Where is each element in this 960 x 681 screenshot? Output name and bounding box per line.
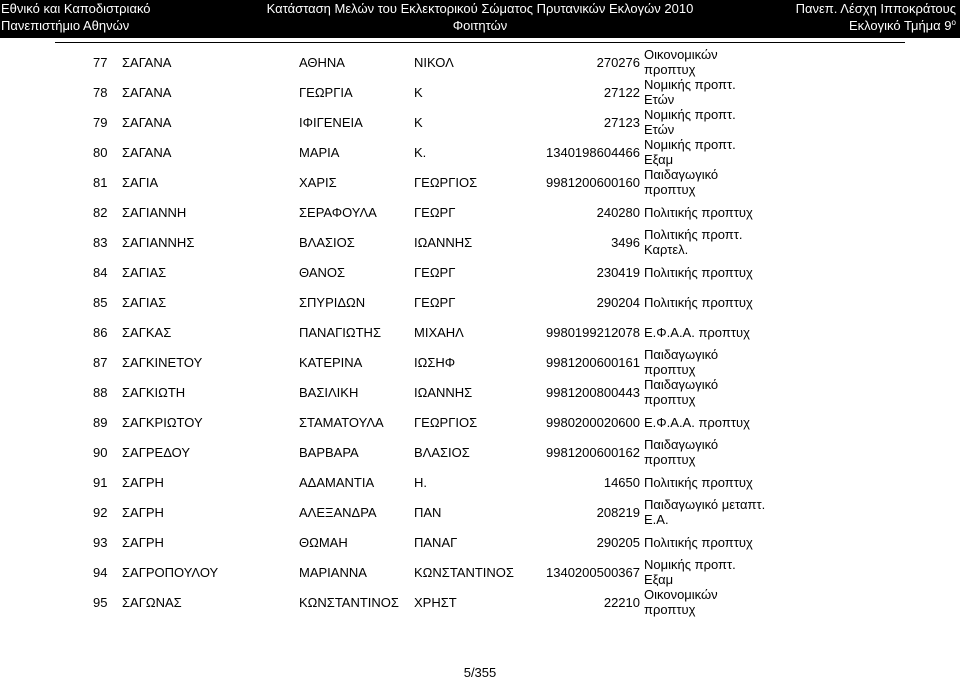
department-line2: προπτυχ xyxy=(644,452,696,467)
department-line1: Παιδαγωγικό xyxy=(644,377,719,392)
row-number: 87 xyxy=(93,355,108,370)
student-id: 9980200020600 xyxy=(546,415,640,430)
first-name: ΧΑΡΙΣ xyxy=(299,175,337,190)
polling-section-label: Εκλογικό Τμήμα 9 xyxy=(848,18,952,33)
fathers-name: ΓΕΩΡΓΙΟΣ xyxy=(414,415,478,430)
student-id: 9981200600162 xyxy=(546,445,640,460)
surname: ΣΑΓΑΝΑ xyxy=(122,145,172,160)
fathers-name: ΙΩΑΝΝΗΣ xyxy=(414,235,473,250)
first-name: ΣΕΡΑΦΟΥΛΑ xyxy=(299,205,377,220)
first-name: ΜΑΡΙΑΝΝΑ xyxy=(299,565,367,580)
row-number: 94 xyxy=(93,565,108,580)
surname: ΣΑΓΩΝΑΣ xyxy=(122,595,182,610)
row-number: 95 xyxy=(93,595,108,610)
row-number: 92 xyxy=(93,505,108,520)
surname: ΣΑΓΡΗ xyxy=(122,535,164,550)
surname: ΣΑΓΡΗ xyxy=(122,475,164,490)
fathers-name: Κ. xyxy=(414,145,427,160)
department xyxy=(644,437,718,467)
table-row xyxy=(0,107,960,137)
department-line2: προπτυχ xyxy=(644,602,696,617)
surname: ΣΑΓΙΑ xyxy=(122,175,159,190)
first-name: ΠΑΝΑΓΙΩΤΗΣ xyxy=(299,325,381,340)
student-id: 9980199212078 xyxy=(546,325,640,340)
department xyxy=(644,295,753,311)
department-line1: Νομικής προπτ. xyxy=(644,137,736,152)
row-number: 90 xyxy=(93,445,108,460)
department-line2: Ετών xyxy=(644,92,675,107)
department xyxy=(644,107,736,137)
table-row xyxy=(0,47,960,77)
department-line2: προπτυχ xyxy=(644,182,696,197)
student-id: 9981200600161 xyxy=(546,355,640,370)
student-id: 230419 xyxy=(596,265,640,280)
surname: ΣΑΓΚΙΩΤΗ xyxy=(122,385,186,400)
fathers-name: ΜΙΧΑΗΛ xyxy=(414,325,464,340)
row-number: 77 xyxy=(93,55,108,70)
student-id: 1340200500367 xyxy=(546,565,640,580)
surname: ΣΑΓΙΑΣ xyxy=(122,295,167,310)
document-subtitle: Φοιτητών xyxy=(452,18,508,33)
row-number: 81 xyxy=(93,175,108,190)
first-name: ΒΑΡΒΑΡΑ xyxy=(299,445,359,460)
department xyxy=(644,227,743,257)
surname: ΣΑΓΑΝΑ xyxy=(122,115,172,130)
row-number: 83 xyxy=(93,235,108,250)
first-name: ΙΦΙΓΕΝΕΙΑ xyxy=(299,115,363,130)
polling-section-ordinal: ο xyxy=(951,18,956,27)
department xyxy=(644,325,750,341)
row-number: 79 xyxy=(93,115,108,130)
row-number: 89 xyxy=(93,415,108,430)
table-row xyxy=(0,535,960,551)
first-name: ΘΑΝΟΣ xyxy=(299,265,346,280)
surname: ΣΑΓΑΝΑ xyxy=(122,85,172,100)
row-number: 91 xyxy=(93,475,108,490)
department-line1: Παιδαγωγικό xyxy=(644,437,719,452)
table-row xyxy=(0,475,960,491)
fathers-name: ΒΛΑΣΙΟΣ xyxy=(414,445,470,460)
surname: ΣΑΓΙΑΝΝΗ xyxy=(122,205,187,220)
first-name: ΑΘΗΝΑ xyxy=(299,55,345,70)
row-number: 88 xyxy=(93,385,108,400)
department-line2: προπτυχ xyxy=(644,362,696,377)
department-line1: Πολιτικής προπτυχ xyxy=(644,205,753,220)
department xyxy=(644,497,765,527)
first-name: ΚΑΤΕΡΙΝΑ xyxy=(299,355,363,370)
department-line1: Πολιτικής προπτυχ xyxy=(644,265,753,280)
first-name: ΜΑΡΙΑ xyxy=(299,145,340,160)
first-name: ΓΕΩΡΓΙΑ xyxy=(299,85,353,100)
surname: ΣΑΓΙΑΣ xyxy=(122,265,167,280)
table-row xyxy=(0,77,960,107)
fathers-name: ΧΡΗΣΤ xyxy=(414,595,457,610)
surname: ΣΑΓΡΕΔΟΥ xyxy=(122,445,190,460)
row-number: 85 xyxy=(93,295,108,310)
row-number: 93 xyxy=(93,535,108,550)
surname: ΣΑΓΙΑΝΝΗΣ xyxy=(122,235,195,250)
first-name: ΑΔΑΜΑΝΤΙΑ xyxy=(299,475,375,490)
department xyxy=(644,47,718,77)
first-name: ΣΤΑΜΑΤΟΥΛΑ xyxy=(299,415,384,430)
table-row xyxy=(0,137,960,167)
department xyxy=(644,415,750,431)
table-row xyxy=(0,347,960,377)
department-line1: Παιδαγωγικό xyxy=(644,347,719,362)
university-name-line2: Πανεπιστήμιο Αθηνών xyxy=(1,18,130,33)
surname: ΣΑΓΚΙΝΕΤΟΥ xyxy=(122,355,203,370)
fathers-name: ΓΕΩΡΓ xyxy=(414,205,456,220)
department-line1: Πολιτικής προπτυχ xyxy=(644,295,753,310)
table-row xyxy=(0,377,960,407)
department-line1: Νομικής προπτ. xyxy=(644,107,736,122)
department xyxy=(644,475,753,491)
row-number: 80 xyxy=(93,145,108,160)
student-id: 14650 xyxy=(603,475,640,490)
surname: ΣΑΓΚΑΣ xyxy=(122,325,172,340)
department xyxy=(644,205,753,221)
first-name: ΚΩΝΣΤΑΝΤΙΝΟΣ xyxy=(299,595,399,610)
department-line2: προπτυχ xyxy=(644,62,696,77)
table-row xyxy=(0,497,960,527)
department-line2: προπτυχ xyxy=(644,392,696,407)
fathers-name: ΓΕΩΡΓ xyxy=(414,295,456,310)
department-line1: Νομικής προπτ. xyxy=(644,77,736,92)
student-id: 27122 xyxy=(603,85,640,100)
department-line1: Νομικής προπτ. xyxy=(644,557,736,572)
student-id: 290205 xyxy=(596,535,640,550)
department xyxy=(644,347,718,377)
student-id: 3496 xyxy=(611,235,640,250)
row-number: 82 xyxy=(93,205,108,220)
student-id: 9981200800443 xyxy=(546,385,640,400)
department xyxy=(644,557,736,587)
student-id: 22210 xyxy=(603,595,640,610)
document-title: Κατάσταση Μελών του Εκλεκτορικού Σώματος Πρυτανικών Εκλογών 2010 xyxy=(266,1,694,16)
department xyxy=(644,167,718,197)
university-name-line1: Εθνικό και Καποδιστριακό xyxy=(1,1,151,16)
fathers-name: ΓΕΩΡΓΙΟΣ xyxy=(414,175,478,190)
surname: ΣΑΓΑΝΑ xyxy=(122,55,172,70)
student-id: 208219 xyxy=(596,505,640,520)
department-line1: Ε.Φ.Α.Α. προπτυχ xyxy=(644,415,750,430)
department-line2: Ε.Α. xyxy=(644,512,669,527)
table-row xyxy=(0,437,960,467)
fathers-name: ΙΩΣΗΦ xyxy=(414,355,456,370)
row-number: 84 xyxy=(93,265,108,280)
department xyxy=(644,77,736,107)
first-name: ΒΛΑΣΙΟΣ xyxy=(299,235,355,250)
first-name: ΒΑΣΙΛΙΚΗ xyxy=(299,385,359,400)
fathers-name: ΙΩΑΝΝΗΣ xyxy=(414,385,473,400)
table-row xyxy=(0,325,960,341)
student-id: 270276 xyxy=(596,55,640,70)
table-row xyxy=(0,265,960,281)
table-row xyxy=(0,227,960,257)
department-line1: Πολιτικής προπτ. xyxy=(644,227,743,242)
department-line2: Ετών xyxy=(644,122,675,137)
fathers-name: Η. xyxy=(414,475,427,490)
first-name: ΑΛΕΞΑΝΔΡΑ xyxy=(299,505,377,520)
table-row xyxy=(0,295,960,311)
fathers-name: Κ xyxy=(414,85,423,100)
student-id: 27123 xyxy=(603,115,640,130)
surname: ΣΑΓΚΡΙΩΤΟΥ xyxy=(122,415,203,430)
department-line1: Οικονομικών xyxy=(644,587,718,602)
fathers-name: ΠΑΝΑΓ xyxy=(414,535,458,550)
department xyxy=(644,137,736,167)
row-number: 78 xyxy=(93,85,108,100)
fathers-name: ΠΑΝ xyxy=(414,505,442,520)
table-row xyxy=(0,587,960,617)
table-row xyxy=(0,415,960,431)
department-line2: Καρτελ. xyxy=(644,242,689,257)
department xyxy=(644,535,753,551)
department-line1: Πολιτικής προπτυχ xyxy=(644,475,753,490)
department-line1: Οικονομικών xyxy=(644,47,718,62)
department-line2: Εξαμ xyxy=(644,572,674,587)
fathers-name: ΝΙΚΟΛ xyxy=(414,55,454,70)
department xyxy=(644,587,718,617)
department-line1: Ε.Φ.Α.Α. προπτυχ xyxy=(644,325,750,340)
department-line1: Παιδαγωγικό μεταπτ. xyxy=(644,497,766,512)
page-number: 5/355 xyxy=(463,665,497,680)
student-id: 240280 xyxy=(596,205,640,220)
first-name: ΘΩΜΑΗ xyxy=(299,535,348,550)
row-number: 86 xyxy=(93,325,108,340)
fathers-name: ΓΕΩΡΓ xyxy=(414,265,456,280)
student-id: 1340198604466 xyxy=(546,145,640,160)
surname: ΣΑΓΡΗ xyxy=(122,505,164,520)
first-name: ΣΠΥΡΙΔΩΝ xyxy=(299,295,366,310)
department xyxy=(644,377,718,407)
department-line1: Παιδαγωγικό xyxy=(644,167,719,182)
fathers-name: Κ xyxy=(414,115,423,130)
department-line1: Πολιτικής προπτυχ xyxy=(644,535,753,550)
department-line2: Εξαμ xyxy=(644,152,674,167)
surname: ΣΑΓΡΟΠΟΥΛΟΥ xyxy=(122,565,219,580)
student-id: 290204 xyxy=(596,295,640,310)
table-row xyxy=(0,167,960,197)
department xyxy=(644,265,753,281)
table-row xyxy=(0,205,960,221)
student-id: 9981200600160 xyxy=(546,175,640,190)
table-row xyxy=(0,557,960,587)
polling-location: Πανεπ. Λέσχη Ιπποκράτους xyxy=(795,1,956,16)
fathers-name: ΚΩΝΣΤΑΝΤΙΝΟΣ xyxy=(414,565,514,580)
